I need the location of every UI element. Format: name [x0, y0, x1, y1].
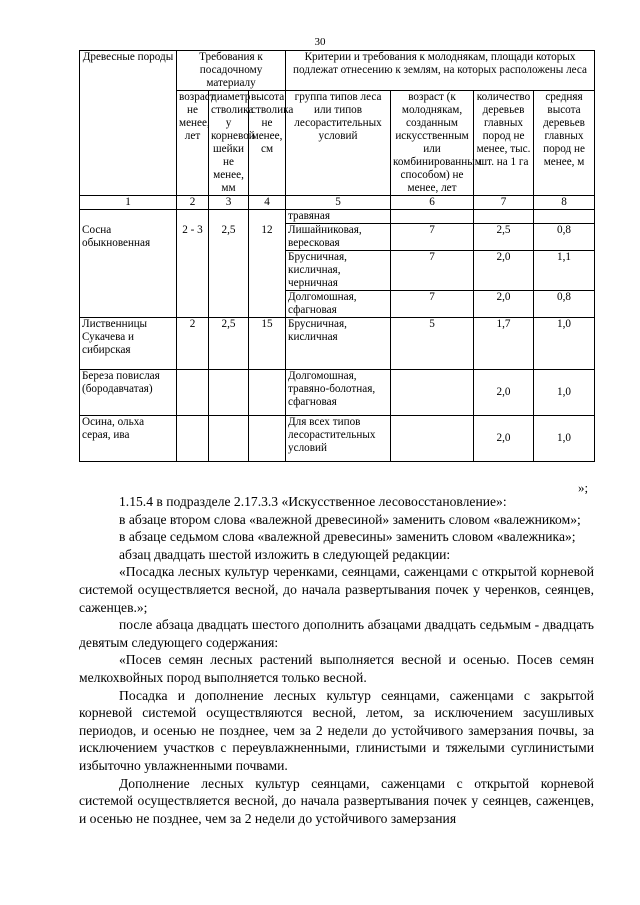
count-cell: 1,7 [474, 318, 534, 370]
header-criteria: Критерии и требования к молоднякам, площади которых подлежат отнесению к землям, на которых расположены леса [286, 51, 595, 91]
height-cell [249, 416, 286, 462]
column-numbers-row [80, 196, 595, 210]
header-avg-height: средняя высота деревьев главных пород не менее, м [534, 91, 595, 196]
avg-height-cell: 0,8 [534, 224, 595, 251]
paragraph: абзац двадцать шестой изложить в следующей редакции: [119, 546, 451, 562]
col-number: 3 [209, 196, 249, 210]
closing-quote: »; [578, 480, 589, 495]
header-row-1 [80, 51, 595, 91]
table-cell [80, 210, 177, 224]
requirements-table [79, 50, 595, 462]
count-cell: 2,5 [474, 224, 534, 251]
forest-group-cell: Лишайниковая, вересковая [286, 224, 391, 251]
avg-height-cell: 1,1 [534, 251, 595, 291]
carry-over-cell: травяная [286, 210, 391, 224]
col-number: 1 [80, 196, 177, 210]
height-cell: 15 [249, 318, 286, 370]
count-cell: 2,0 [474, 370, 534, 416]
count-cell: 2,0 [474, 251, 534, 291]
height-cell: 12 [249, 224, 286, 318]
forest-group-cell: Долгомошная, травяно-болотная, сфагновая [286, 370, 391, 416]
header-height: высота стволика не менее, см [249, 91, 286, 196]
body-text [79, 493, 594, 827]
header-young-age: возраст (к молоднякам, созданным искусственным или комбинированным способом) не менее, лет [391, 91, 474, 196]
paragraph: в абзаце втором слова «валежной древесиной» заменить словом «валежником»; [119, 511, 581, 527]
header-age: возраст не менее, лет [177, 91, 209, 196]
forest-group-cell: Брусничная, кисличная, черничная [286, 251, 391, 291]
diameter-cell: 2,5 [209, 318, 249, 370]
col-number: 7 [474, 196, 534, 210]
col-number: 2 [177, 196, 209, 210]
diameter-cell [209, 370, 249, 416]
species-cell: Лиственницы Сукачева и сибирская [80, 318, 177, 370]
paragraph: после абзаца двадцать шестого дополнить абзацами двадцать седьмым - двадцать девятым следующего содержания: [79, 617, 594, 650]
paragraph: 1.15.4 в подразделе 2.17.3.3 «Искусственное лесовосстановление»: [119, 494, 507, 509]
page-number: 30 [314, 36, 326, 48]
young-age-cell [391, 416, 474, 462]
young-age-cell [391, 370, 474, 416]
forest-group-cell: Брусничная, кисличная [286, 318, 391, 370]
col-number: 4 [249, 196, 286, 210]
height-cell [249, 370, 286, 416]
forest-group-cell: Для всех типов лесорастительных условий [286, 416, 391, 462]
species-cell: Сосна обыкновенная [80, 224, 177, 318]
table-cell [474, 210, 534, 224]
avg-height-cell: 1,0 [534, 416, 595, 462]
col-number: 5 [286, 196, 391, 210]
table-row [80, 224, 595, 251]
header-diameter: диаметр стволика у корневой шейки не менее, мм [209, 91, 249, 196]
header-species: Древесные породы [80, 51, 177, 196]
young-age-cell: 7 [391, 224, 474, 251]
young-age-cell: 7 [391, 251, 474, 291]
col-number: 6 [391, 196, 474, 210]
count-cell: 2,0 [474, 416, 534, 462]
avg-height-cell: 1,0 [534, 318, 595, 370]
age-cell [177, 416, 209, 462]
paragraph: «Посадка лесных культур черенками, сеянцами, саженцами с открытой корневой системой осуществляется весной, до начала развертывания почек у черенков, сеянцев, саженцев.»; [79, 564, 594, 615]
col-number: 8 [534, 196, 595, 210]
header-planting-requirements: Требования к посадочному материалу [177, 51, 286, 91]
forest-group-cell: Долгомошная, сфагновая [286, 291, 391, 318]
species-cell: Береза повислая (бородавчатая) [80, 370, 177, 416]
species-cell: Осина, ольха серая, ива [80, 416, 177, 462]
diameter-cell [209, 416, 249, 462]
paragraph: в абзаце седьмом слова «валежной древесины» заменить словом «валежника»; [119, 529, 576, 545]
table-cell [534, 210, 595, 224]
table-row [80, 416, 595, 462]
age-cell: 2 - 3 [177, 224, 209, 318]
avg-height-cell: 1,0 [534, 370, 595, 416]
table-cell [391, 210, 474, 224]
carry-over-row [80, 210, 595, 224]
header-count: количество деревьев главных пород не менее, тыс. шт. на 1 га [474, 91, 534, 196]
table-cell [209, 210, 249, 224]
young-age-cell: 5 [391, 318, 474, 370]
avg-height-cell: 0,8 [534, 291, 595, 318]
paragraph: Посадка и дополнение лесных культур сеянцами, саженцами с закрытой корневой системой осуществляются весной, летом, за исключением засушливых периодов, и осенью не позднее, чем за 2 недели до устойчивого замерзания почвы, за исключением участков с переувлажненными, глинистыми и тяжелыми суглинистыми избыточно увлажненными почвами. [79, 687, 594, 773]
age-cell [177, 370, 209, 416]
table-cell [177, 210, 209, 224]
table-cell [249, 210, 286, 224]
paragraph: «Посев семян лесных растений выполняется весной и осенью. Посев семян мелкохвойных пород выполняется только весной. [79, 652, 594, 685]
header-forest-group: группа типов леса или типов лесорастительных условий [286, 91, 391, 196]
age-cell: 2 [177, 318, 209, 370]
table-row [80, 370, 595, 416]
diameter-cell: 2,5 [209, 224, 249, 318]
count-cell: 2,0 [474, 291, 534, 318]
table-row [80, 318, 595, 370]
paragraph: Дополнение лесных культур сеянцами, саженцами с открытой корневой системой осуществляется весной, до начала развертывания почек у сеянцев, саженцев, и осенью не позднее, чем за 2 недели до устойчивого замерзания [79, 775, 594, 826]
young-age-cell: 7 [391, 291, 474, 318]
